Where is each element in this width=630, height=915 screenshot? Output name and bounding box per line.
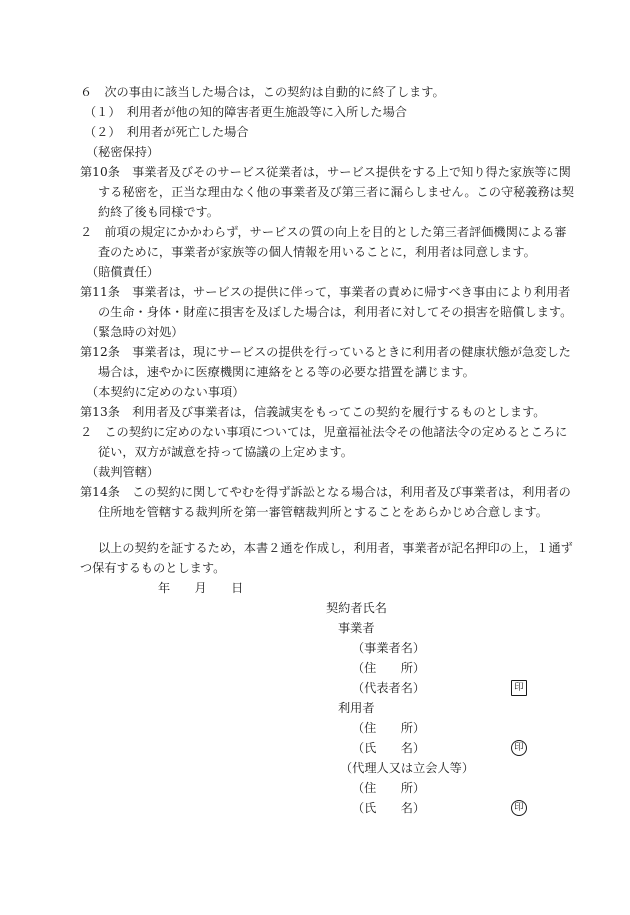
agent-address-field: （住 所） (352, 781, 426, 795)
article-10-paragraph-2-line-2: 査のために，事業者が家族等の個人情報を用いることに，利用者は同意します。 (98, 245, 536, 259)
closing-line-1: 以上の契約を証するため，本書２通を作成し，利用者，事業者が記名押印の上，１通ず (98, 541, 573, 555)
business-address-field: （住 所） (352, 661, 426, 675)
article-10-caption: （秘密保持） (86, 145, 160, 159)
agent-label: （代理人又は立会人等） (340, 761, 475, 775)
article-13-line-1: 第13条 利用者及び事業者は，信義誠実をもってこの契約を履行するものとします。 (80, 405, 546, 419)
article-12-line-2: 場合は，速やかに医療機関に連絡をとる等の必要な措置を講じます。 (98, 365, 475, 379)
user-name-field: （氏 名） (352, 741, 426, 755)
user-label: 利用者 (338, 701, 375, 715)
article-14-line-1: 第14条 この契約に関してやむを得ず訴訟となる場合は，利用者及び事業者は，利用者の (80, 485, 571, 499)
agent-seal-icon: 印 (511, 800, 527, 816)
article-11-line-1: 第11条 事業者は，サービスの提供に伴って，事業者の責めに帰すべき事由により利用者 (80, 285, 571, 299)
article-14-line-2: 住所地を管轄する裁判所を第一審管轄裁判所とすることをあらかじめ合意します。 (98, 505, 548, 519)
article-10-line-2: する秘密を，正当な理由なく他の事業者及び第三者に漏らしません。この守秘義務は契 (98, 185, 575, 199)
article-14-caption: （裁判管轄） (86, 465, 160, 479)
article-12-line-1: 第12条 事業者は，現にサービスの提供を行っているときに利用者の健康状態が急変した (80, 345, 571, 359)
clause-6-text: ６ 次の事由に該当した場合は，この契約は自動的に終了します。 (80, 85, 445, 99)
business-label: 事業者 (338, 621, 375, 635)
closing-line-2: つ保有するものとします。 (80, 561, 226, 575)
article-13-caption: （本契約に定めのない事項） (86, 385, 245, 399)
signature-heading: 契約者氏名 (326, 601, 387, 615)
business-representative-field: （代表者名） (352, 681, 426, 695)
business-seal-icon: 印 (511, 680, 527, 696)
business-name-field: （事業者名） (352, 641, 426, 655)
article-10-line-1: 第10条 事業者及びそのサービス従業者は，サービス提供をする上で知り得た家族等に関 (80, 165, 571, 179)
date-line: 年 月 日 (158, 581, 244, 595)
clause-6-item-2: （２） 利用者が死亡した場合 (84, 125, 249, 139)
article-13-paragraph-2-line-2: 従い，双方が誠意を持って協議の上定めます。 (98, 445, 353, 459)
article-10-line-3: 約終了後も同様です。 (98, 205, 219, 219)
agent-name-field: （氏 名） (352, 801, 426, 815)
user-address-field: （住 所） (352, 721, 426, 735)
article-13-paragraph-2-line-1: ２ この契約に定めのない事項については，児童福祉法令その他諸法令の定めるところに (80, 425, 568, 439)
clause-6-item-1: （１） 利用者が他の知的障害者更生施設等に入所した場合 (84, 105, 407, 119)
user-seal-icon: 印 (511, 740, 527, 756)
article-12-caption: （緊急時の対処） (86, 325, 184, 339)
article-11-line-2: の生命・身体・財産に損害を及ぼした場合は，利用者に対してその損害を賠償します。 (98, 305, 573, 319)
article-10-paragraph-2-line-1: ２ 前項の規定にかかわらず，サービスの質の向上を目的とした第三者評価機関による審 (80, 225, 567, 239)
article-11-caption: （賠償責任） (86, 265, 160, 279)
